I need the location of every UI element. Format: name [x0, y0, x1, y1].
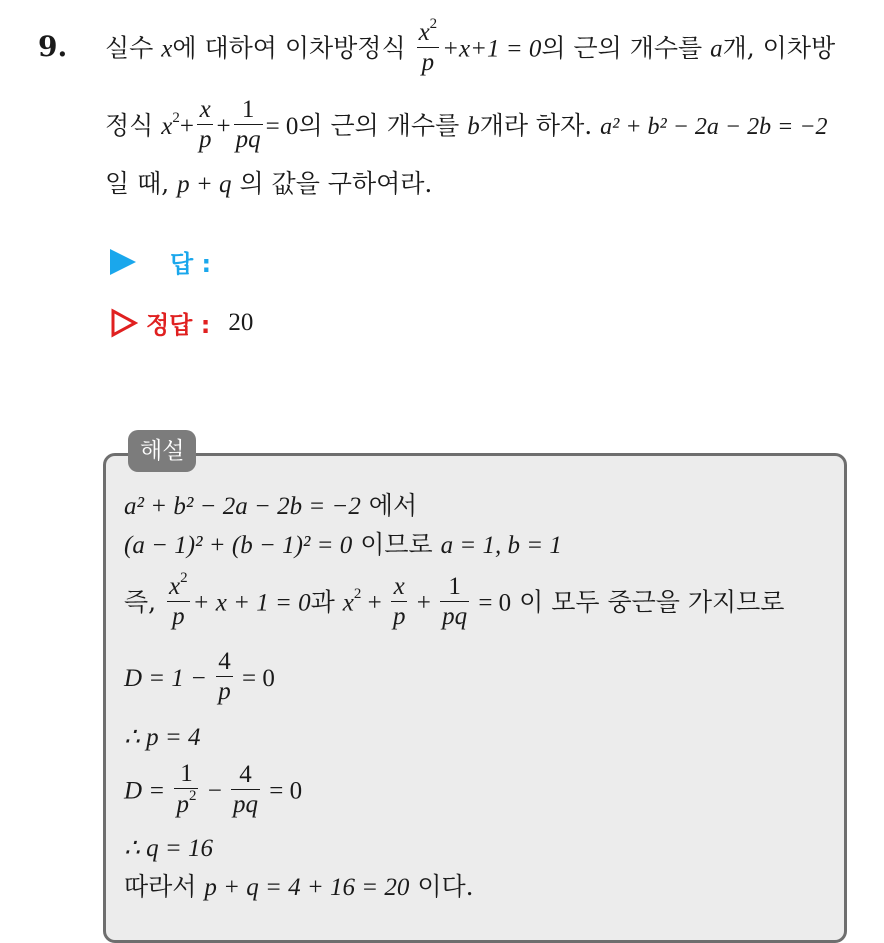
frac-den: pq — [235, 126, 261, 153]
equation: (a − 1)² + (b − 1)² = 0 — [124, 532, 353, 559]
equation: a² + b² − 2a − 2b = −2 — [124, 493, 361, 520]
frac-num-x: x — [169, 573, 181, 600]
frac-num: 4 — [218, 648, 231, 675]
solution-line-8 — [124, 871, 474, 904]
play-triangle-icon — [110, 249, 136, 275]
question-line-2 — [105, 98, 828, 157]
var-a: a — [710, 35, 723, 63]
question-number: 9. — [38, 30, 68, 63]
fraction-x2-over-p — [167, 569, 190, 632]
answer-label: 답 : — [170, 250, 212, 278]
fraction-x2-over-p — [417, 15, 440, 78]
var-x: x — [161, 35, 173, 63]
frac-num-exp: 2 — [429, 15, 438, 32]
question-line-1 — [105, 15, 836, 80]
frac-den-p: p — [176, 791, 189, 818]
frac-num-x: x — [418, 19, 430, 46]
frac-num: 4 — [231, 761, 260, 790]
exponent: 2 — [172, 109, 180, 126]
frac-den: pq — [233, 790, 259, 818]
frac-den: p — [392, 602, 406, 630]
text: 에 대하여 이차방정식 — [172, 33, 414, 63]
text: 이 모두 중근을 가지므로 — [511, 587, 785, 617]
text: 즉, — [124, 587, 165, 617]
frac-den: p — [218, 678, 231, 705]
var-b: b — [467, 113, 480, 140]
equals-zero: = 0 — [265, 113, 299, 140]
fraction-x-over-p — [197, 96, 214, 155]
exponent: 2 — [353, 586, 362, 603]
text: 일 때, — [105, 169, 178, 198]
frac-den-exp: 2 — [188, 787, 197, 804]
solution-line-2 — [124, 529, 562, 562]
expression: p + q — [177, 171, 232, 198]
frac-num: 1 — [234, 96, 263, 125]
text: 이다. — [409, 872, 474, 901]
solution-line-6 — [124, 762, 302, 822]
var-x: x — [161, 113, 173, 140]
equation: D = 1 − — [124, 665, 214, 692]
solution-line-1 — [124, 490, 417, 523]
frac-num-exp: 2 — [180, 569, 188, 586]
condition-equation: a² + b² − 2a − 2b = −2 — [600, 114, 828, 140]
solution-line-4 — [124, 650, 275, 709]
frac-num: 1 — [174, 760, 198, 789]
plus: + — [179, 113, 194, 140]
frac-den: p — [172, 603, 185, 630]
answer-row — [110, 244, 211, 279]
fraction-1-over-pq — [234, 96, 263, 155]
correct-answer-row — [110, 305, 253, 340]
solution-line-5: ∴ p = 4 — [124, 724, 201, 751]
text: 개라 하자. — [479, 111, 601, 140]
frac-den: pq — [442, 602, 468, 630]
frac-den: p — [421, 49, 435, 76]
equals-zero: = 0 — [263, 777, 303, 805]
text: 이므로 — [352, 530, 441, 559]
outline-triangle-icon — [110, 308, 138, 338]
text: 따라서 — [124, 872, 205, 901]
text: 과 — [310, 587, 343, 617]
fraction-1-over-p2 — [174, 760, 198, 820]
fraction-4-over-p — [216, 648, 233, 707]
text: 에서 — [360, 491, 418, 520]
question-line-3 — [105, 168, 432, 201]
fraction-4-over-pq — [231, 761, 260, 820]
text: 실수 — [105, 33, 162, 63]
var-x: x — [342, 589, 354, 617]
frac-num: 1 — [440, 573, 469, 602]
plus: + — [361, 589, 388, 617]
correct-answer-value: 20 — [228, 308, 254, 336]
plus: + — [410, 589, 438, 617]
solution-tag: 해설 — [128, 430, 196, 472]
solution-line-7: ∴ q = 16 — [124, 835, 214, 862]
result: a = 1, b = 1 — [440, 532, 562, 559]
fraction-1-over-pq — [440, 573, 469, 632]
text: 의 근의 개수를 — [541, 33, 711, 63]
frac-den: p — [198, 126, 212, 153]
fraction-x-over-p — [391, 573, 408, 632]
text: 의 근의 개수를 — [298, 111, 468, 140]
plus: + — [216, 113, 231, 140]
correct-answer-label: 정답 : — [146, 311, 211, 339]
equals-zero: = 0 — [472, 589, 512, 617]
frac-num: x — [197, 96, 214, 125]
minus: − — [201, 777, 229, 805]
text: 정식 — [105, 111, 162, 140]
equation: D = — [124, 777, 172, 805]
text: 개, 이차방 — [722, 33, 836, 63]
text: 의 값을 구하여라. — [231, 169, 433, 198]
equals-zero: = 0 — [235, 665, 275, 692]
equation: p + q = 4 + 16 = 20 — [204, 874, 410, 901]
equation: + x + 1 = 0 — [192, 589, 311, 617]
solution-line-3 — [124, 569, 785, 634]
frac-num: x — [391, 573, 408, 602]
equation: +x+1 = 0 — [442, 35, 542, 63]
